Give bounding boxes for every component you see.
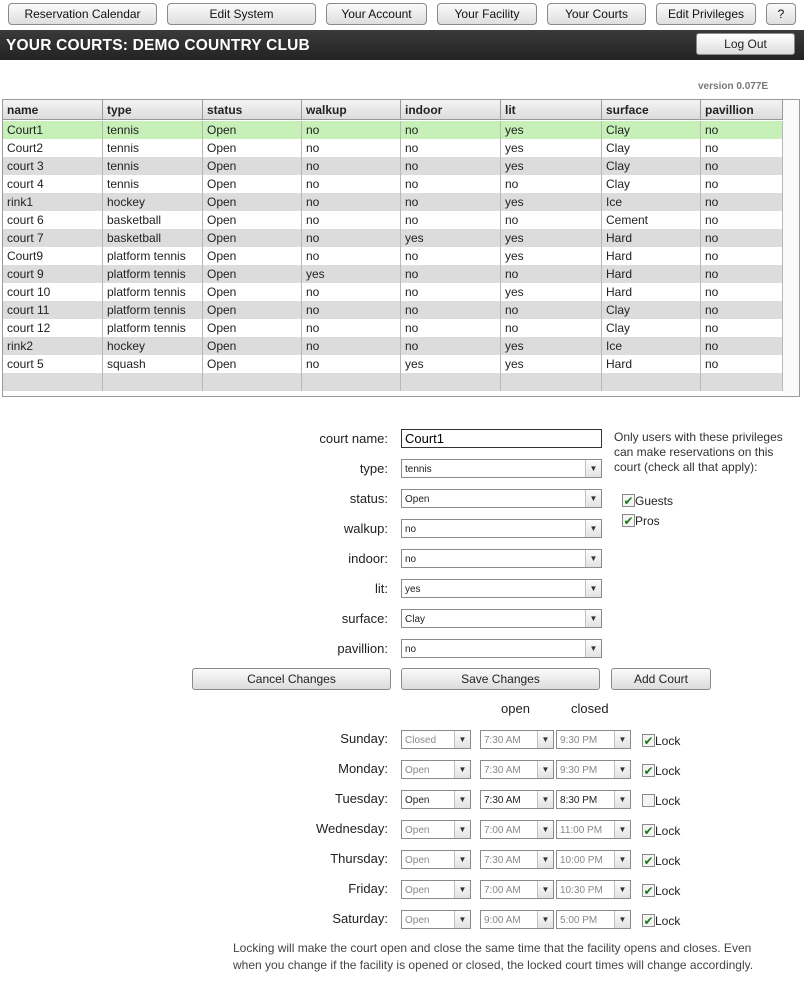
walkup-select-value: no [405, 524, 417, 535]
saturday-label: Saturday: [332, 911, 388, 926]
table-row[interactable] [3, 121, 783, 139]
help-button[interactable]: ? [766, 3, 796, 25]
saturday-close-select[interactable] [556, 910, 631, 929]
title-bar [0, 30, 804, 60]
saturday-open-select[interactable] [480, 910, 554, 929]
column-header-surface[interactable]: surface [602, 100, 701, 120]
checkmark-icon: ✔ [643, 853, 654, 868]
pros-label: Pros [635, 514, 660, 528]
chevron-down-icon: ▼ [614, 911, 630, 928]
table-row[interactable] [3, 175, 783, 193]
table-cell-name: court 3 [3, 157, 103, 175]
table-cell-indoor: no [401, 265, 501, 283]
table-cell-name: rink1 [3, 193, 103, 211]
table-row[interactable] [3, 247, 783, 265]
thursday-status-select[interactable] [401, 850, 471, 869]
friday-lock-label: Lock [655, 884, 681, 898]
sunday-lock-label: Lock [655, 734, 681, 748]
lock-footnote: Locking will make the court open and close the same time that the facility opens and closes. Even when you change if the facility is opened or closed, the locked court times will change accordingly. [233, 941, 754, 972]
indoor-select-value: no [405, 554, 417, 565]
table-cell-surface: Clay [602, 319, 701, 337]
wednesday-open-select[interactable] [480, 820, 554, 839]
walkup-label: walkup: [343, 521, 388, 536]
table-cell-empty [302, 373, 401, 391]
lit-select-value: yes [405, 584, 421, 595]
table-cell-indoor: no [401, 283, 501, 301]
lit-label: lit: [375, 581, 388, 596]
table-cell-name: court 4 [3, 175, 103, 193]
chevron-down-icon: ▼ [585, 580, 601, 597]
column-header-walkup[interactable]: walkup [302, 100, 401, 120]
monday-close-select[interactable] [556, 760, 631, 779]
table-row[interactable] [3, 139, 783, 157]
table-cell-type: tennis [103, 157, 203, 175]
privileges-note: Only users with these privileges can make reservations on this court (check all that apply): [614, 430, 783, 474]
table-cell-name: Court1 [3, 121, 103, 139]
table-cell-status: Open [203, 337, 302, 355]
table-cell-status: Open [203, 175, 302, 193]
type-label: type: [359, 461, 388, 476]
table-row[interactable] [3, 211, 783, 229]
table-cell-lit: yes [501, 229, 602, 247]
surface-select-value: Clay [405, 614, 426, 625]
table-cell-name: court 9 [3, 265, 103, 283]
indoor-select[interactable] [401, 549, 602, 568]
table-cell-indoor: no [401, 121, 501, 139]
surface-select[interactable] [401, 609, 602, 628]
monday-status-select[interactable] [401, 760, 471, 779]
chevron-down-icon: ▼ [585, 490, 601, 507]
table-cell-surface: Hard [602, 247, 701, 265]
table-cell-indoor: no [401, 193, 501, 211]
chevron-down-icon: ▼ [454, 761, 470, 778]
table-cell-lit: no [501, 211, 602, 229]
column-header-pavillion[interactable]: pavillion [701, 100, 783, 120]
sunday-open-select[interactable] [480, 730, 554, 749]
table-cell-walkup: no [302, 193, 401, 211]
table-cell-walkup: no [302, 229, 401, 247]
chevron-down-icon: ▼ [585, 460, 601, 477]
table-row[interactable] [3, 283, 783, 301]
wednesday-lock-label: Lock [655, 824, 681, 838]
chevron-down-icon: ▼ [585, 550, 601, 567]
table-cell-surface: Clay [602, 157, 701, 175]
chevron-down-icon: ▼ [454, 821, 470, 838]
checkmark-icon: ✔ [643, 733, 654, 748]
table-cell-pavillion: no [701, 247, 783, 265]
monday-lock-checkbox[interactable] [642, 764, 655, 777]
tuesday-close-select[interactable] [556, 790, 631, 809]
add-court-button[interactable]: Add Court [611, 668, 711, 690]
edit-system-button[interactable]: Edit System [167, 3, 316, 25]
table-cell-lit: yes [501, 121, 602, 139]
table-cell-pavillion: no [701, 211, 783, 229]
court-name-input[interactable] [401, 429, 602, 448]
pavillion-label: pavillion: [337, 641, 388, 656]
table-cell-type: hockey [103, 193, 203, 211]
table-cell-type: platform tennis [103, 319, 203, 337]
table-cell-name: court 10 [3, 283, 103, 301]
table-row[interactable] [3, 301, 783, 319]
chevron-down-icon: ▼ [537, 851, 553, 868]
monday-status-value: Open [405, 765, 430, 776]
friday-close-value: 10:30 PM [560, 885, 603, 896]
chevron-down-icon: ▼ [585, 520, 601, 537]
table-cell-type: squash [103, 355, 203, 373]
table-cell-pavillion: no [701, 229, 783, 247]
table-cell-surface: Clay [602, 139, 701, 157]
table-cell-name: court 6 [3, 211, 103, 229]
table-cell-empty [602, 373, 701, 391]
open-column-header: open [501, 701, 530, 716]
table-cell-empty [3, 373, 103, 391]
chevron-down-icon: ▼ [585, 640, 601, 657]
table-cell-lit: yes [501, 355, 602, 373]
page-title: YOUR COURTS: DEMO COUNTRY CLUB [6, 37, 310, 54]
monday-close-value: 9:30 PM [560, 765, 598, 776]
table-cell-surface: Cement [602, 211, 701, 229]
table-cell-indoor: no [401, 211, 501, 229]
table-cell-lit: no [501, 319, 602, 337]
reservation-calendar-button[interactable]: Reservation Calendar [8, 3, 157, 25]
chevron-down-icon: ▼ [537, 791, 553, 808]
friday-close-select[interactable] [556, 880, 631, 899]
monday-open-value: 7:30 AM [484, 765, 521, 776]
wednesday-open-value: 7:00 AM [484, 825, 521, 836]
courts-table [2, 99, 800, 397]
column-header-lit[interactable]: lit [501, 100, 602, 120]
table-cell-pavillion: no [701, 337, 783, 355]
chevron-down-icon: ▼ [585, 610, 601, 627]
chevron-down-icon: ▼ [614, 731, 630, 748]
your-courts-button[interactable]: Your Courts [547, 3, 646, 25]
table-cell-empty [103, 373, 203, 391]
table-cell-surface: Ice [602, 193, 701, 211]
sunday-open-value: 7:30 AM [484, 735, 521, 746]
surface-label: surface: [341, 611, 388, 626]
chevron-down-icon: ▼ [614, 881, 630, 898]
saturday-status-select[interactable] [401, 910, 471, 929]
tuesday-status-value: Open [405, 795, 430, 806]
your-account-button[interactable]: Your Account [326, 3, 427, 25]
table-cell-indoor: no [401, 139, 501, 157]
table-cell-lit: yes [501, 157, 602, 175]
table-cell-type: tennis [103, 139, 203, 157]
saturday-lock-label: Lock [655, 914, 681, 928]
table-cell-status: Open [203, 265, 302, 283]
table-cell-pavillion: no [701, 265, 783, 283]
type-select-value: tennis [405, 464, 432, 475]
chevron-down-icon: ▼ [537, 761, 553, 778]
table-row[interactable] [3, 265, 783, 283]
table-cell-lit: no [501, 301, 602, 319]
type-select[interactable] [401, 459, 602, 478]
table-cell-status: Open [203, 283, 302, 301]
table-cell-empty [203, 373, 302, 391]
table-cell-status: Open [203, 157, 302, 175]
table-cell-walkup: no [302, 139, 401, 157]
table-cell-pavillion: no [701, 301, 783, 319]
pavillion-select-value: no [405, 644, 417, 655]
friday-status-value: Open [405, 885, 430, 896]
table-row[interactable] [3, 337, 783, 355]
table-cell-pavillion: no [701, 319, 783, 337]
lit-select[interactable] [401, 579, 602, 598]
table-cell-name: Court2 [3, 139, 103, 157]
table-cell-name: Court9 [3, 247, 103, 265]
thursday-lock-checkbox[interactable] [642, 854, 655, 867]
chevron-down-icon: ▼ [614, 851, 630, 868]
table-cell-surface: Hard [602, 355, 701, 373]
sunday-close-value: 9:30 PM [560, 735, 598, 746]
wednesday-status-value: Open [405, 825, 430, 836]
table-cell-pavillion: no [701, 175, 783, 193]
table-cell-name: court 5 [3, 355, 103, 373]
status-select[interactable] [401, 489, 602, 508]
table-cell-walkup: no [302, 283, 401, 301]
chevron-down-icon: ▼ [537, 881, 553, 898]
monday-lock-label: Lock [655, 764, 681, 778]
saturday-status-value: Open [405, 915, 430, 926]
table-cell-name: court 11 [3, 301, 103, 319]
chevron-down-icon: ▼ [614, 821, 630, 838]
column-header-type[interactable]: type [103, 100, 203, 120]
table-cell-walkup: no [302, 301, 401, 319]
table-cell-name: court 7 [3, 229, 103, 247]
saturday-close-value: 5:00 PM [560, 915, 598, 926]
table-cell-pavillion: no [701, 121, 783, 139]
tuesday-label: Tuesday: [335, 791, 388, 806]
edit-privileges-button[interactable]: Edit Privileges [656, 3, 756, 25]
table-cell-walkup: no [302, 175, 401, 193]
thursday-close-value: 10:00 PM [560, 855, 603, 866]
thursday-open-select[interactable] [480, 850, 554, 869]
table-cell-walkup: no [302, 337, 401, 355]
sunday-status-select[interactable] [401, 730, 471, 749]
table-cell-surface: Hard [602, 229, 701, 247]
table-cell-type: tennis [103, 121, 203, 139]
table-cell-surface: Clay [602, 121, 701, 139]
table-cell-lit: no [501, 265, 602, 283]
checkmark-icon: ✔ [643, 913, 654, 928]
checkmark-icon: ✔ [623, 513, 634, 528]
tuesday-close-value: 8:30 PM [560, 795, 598, 806]
your-facility-button[interactable]: Your Facility [437, 3, 537, 25]
checkmark-icon: ✔ [643, 883, 654, 898]
pros-checkbox[interactable] [622, 514, 635, 527]
sunday-close-select[interactable] [556, 730, 631, 749]
table-cell-surface: Clay [602, 175, 701, 193]
table-row[interactable] [3, 355, 783, 373]
save-changes-button[interactable]: Save Changes [401, 668, 600, 690]
cancel-changes-button[interactable]: Cancel Changes [192, 668, 391, 690]
table-cell-status: Open [203, 121, 302, 139]
chevron-down-icon: ▼ [454, 791, 470, 808]
checkmark-icon: ✔ [623, 493, 634, 508]
table-cell-lit: yes [501, 139, 602, 157]
walkup-select[interactable] [401, 519, 602, 538]
guests-checkbox[interactable] [622, 494, 635, 507]
table-cell-empty [701, 373, 783, 391]
friday-status-select[interactable] [401, 880, 471, 899]
table-cell-type: tennis [103, 175, 203, 193]
chevron-down-icon: ▼ [454, 731, 470, 748]
tuesday-status-select[interactable] [401, 790, 471, 809]
table-cell-lit: yes [501, 193, 602, 211]
table-cell-surface: Hard [602, 283, 701, 301]
table-cell-walkup: no [302, 157, 401, 175]
chevron-down-icon: ▼ [537, 821, 553, 838]
chevron-down-icon: ▼ [454, 851, 470, 868]
table-cell-pavillion: no [701, 157, 783, 175]
table-cell-walkup: yes [302, 265, 401, 283]
table-cell-indoor: no [401, 157, 501, 175]
table-cell-lit: yes [501, 247, 602, 265]
chevron-down-icon: ▼ [537, 911, 553, 928]
table-cell-status: Open [203, 247, 302, 265]
status-label: status: [349, 491, 388, 506]
table-cell-empty [401, 373, 501, 391]
table-cell-type: basketball [103, 211, 203, 229]
thursday-label: Thursday: [330, 851, 388, 866]
tuesday-open-value: 7:30 AM [484, 795, 521, 806]
column-header-indoor[interactable]: indoor [401, 100, 501, 120]
chevron-down-icon: ▼ [454, 881, 470, 898]
version-label: version 0.077E [698, 81, 769, 92]
table-cell-status: Open [203, 301, 302, 319]
table-cell-indoor: no [401, 175, 501, 193]
table-cell-indoor: yes [401, 355, 501, 373]
friday-open-select[interactable] [480, 880, 554, 899]
wednesday-lock-checkbox[interactable] [642, 824, 655, 837]
table-cell-type: platform tennis [103, 247, 203, 265]
table-row[interactable] [3, 319, 783, 337]
table-cell-type: platform tennis [103, 283, 203, 301]
friday-label: Friday: [348, 881, 388, 896]
table-cell-type: hockey [103, 337, 203, 355]
table-cell-walkup: no [302, 319, 401, 337]
thursday-close-select[interactable] [556, 850, 631, 869]
table-cell-status: Open [203, 139, 302, 157]
thursday-open-value: 7:30 AM [484, 855, 521, 866]
table-cell-walkup: no [302, 211, 401, 229]
table-cell-status: Open [203, 319, 302, 337]
table-cell-pavillion: no [701, 355, 783, 373]
table-cell-indoor: no [401, 319, 501, 337]
table-cell-indoor: yes [401, 229, 501, 247]
column-header-status[interactable]: status [203, 100, 302, 120]
table-cell-name: court 12 [3, 319, 103, 337]
table-cell-type: platform tennis [103, 265, 203, 283]
saturday-lock-checkbox[interactable] [642, 914, 655, 927]
closed-column-header: closed [571, 701, 609, 716]
checkmark-icon: ✔ [643, 763, 654, 778]
thursday-status-value: Open [405, 855, 430, 866]
thursday-lock-label: Lock [655, 854, 681, 868]
wednesday-label: Wednesday: [315, 821, 388, 836]
table-scrollbar[interactable] [783, 100, 799, 396]
chevron-down-icon: ▼ [614, 791, 630, 808]
table-cell-walkup: no [302, 247, 401, 265]
table-empty-row [3, 373, 783, 391]
monday-open-select[interactable] [480, 760, 554, 779]
tuesday-open-select[interactable] [480, 790, 554, 809]
table-cell-pavillion: no [701, 139, 783, 157]
friday-lock-checkbox[interactable] [642, 884, 655, 897]
table-header [3, 100, 783, 120]
court-name-label: court name: [319, 431, 388, 446]
chevron-down-icon: ▼ [454, 911, 470, 928]
sunday-lock-checkbox[interactable] [642, 734, 655, 747]
tuesday-lock-label: Lock [655, 794, 681, 808]
table-cell-walkup: no [302, 121, 401, 139]
table-cell-surface: Ice [602, 337, 701, 355]
status-select-value: Open [405, 494, 430, 505]
wednesday-close-value: 11:00 PM [560, 825, 603, 836]
table-row[interactable] [3, 157, 783, 175]
table-cell-indoor: no [401, 247, 501, 265]
table-cell-status: Open [203, 193, 302, 211]
table-cell-lit: yes [501, 337, 602, 355]
table-cell-indoor: no [401, 337, 501, 355]
table-cell-surface: Hard [602, 265, 701, 283]
table-cell-status: Open [203, 211, 302, 229]
table-row[interactable] [3, 229, 783, 247]
sunday-label: Sunday: [340, 731, 388, 746]
table-cell-type: basketball [103, 229, 203, 247]
checkmark-icon: ✔ [643, 823, 654, 838]
wednesday-status-select[interactable] [401, 820, 471, 839]
saturday-open-value: 9:00 AM [484, 915, 521, 926]
table-cell-status: Open [203, 229, 302, 247]
table-row[interactable] [3, 193, 783, 211]
table-cell-status: Open [203, 355, 302, 373]
guests-label: Guests [635, 494, 674, 508]
monday-label: Monday: [338, 761, 388, 776]
table-cell-lit: no [501, 175, 602, 193]
table-cell-walkup: no [302, 355, 401, 373]
sunday-status-value: Closed [405, 735, 437, 746]
column-header-name[interactable]: name [3, 100, 103, 120]
friday-open-value: 7:00 AM [484, 885, 521, 896]
chevron-down-icon: ▼ [537, 731, 553, 748]
logout-button[interactable]: Log Out [696, 33, 795, 55]
indoor-label: indoor: [348, 551, 388, 566]
table-cell-type: platform tennis [103, 301, 203, 319]
pavillion-select[interactable] [401, 639, 602, 658]
table-cell-surface: Clay [602, 301, 701, 319]
tuesday-lock-checkbox[interactable] [642, 794, 655, 807]
table-cell-empty [501, 373, 602, 391]
table-cell-indoor: no [401, 301, 501, 319]
table-cell-lit: yes [501, 283, 602, 301]
table-cell-name: rink2 [3, 337, 103, 355]
table-cell-pavillion: no [701, 193, 783, 211]
chevron-down-icon: ▼ [614, 761, 630, 778]
table-cell-pavillion: no [701, 283, 783, 301]
wednesday-close-select[interactable] [556, 820, 631, 839]
